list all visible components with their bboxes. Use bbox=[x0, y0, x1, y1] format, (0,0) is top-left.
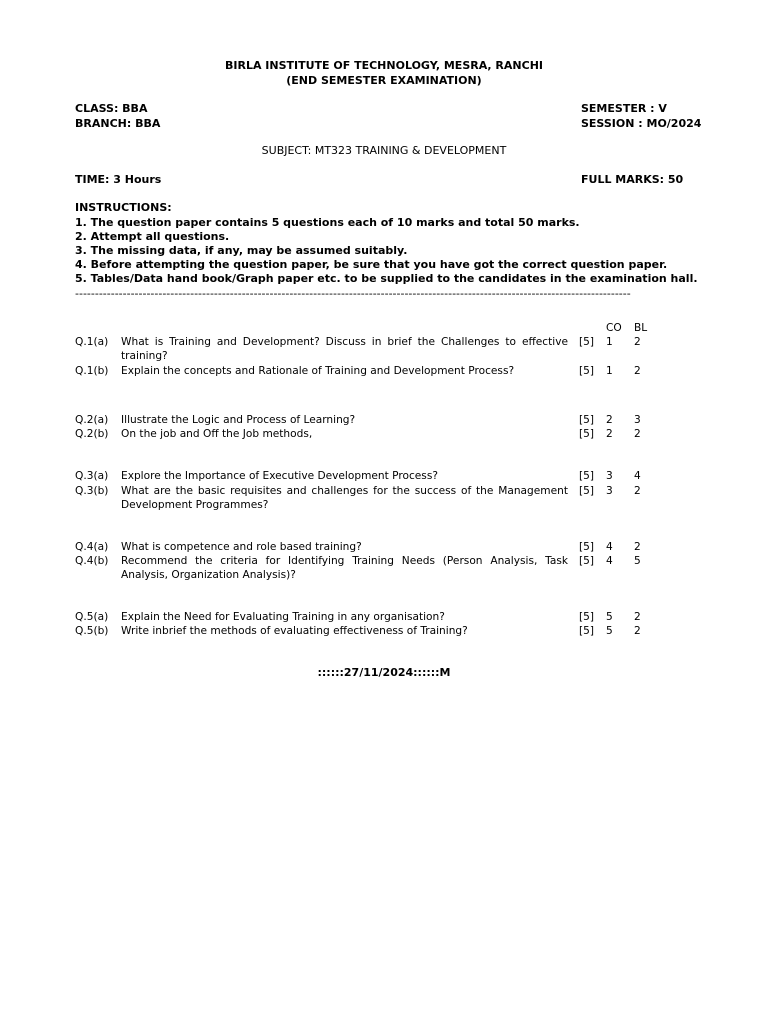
question-text: Explain the concepts and Rationale of Training and Development Process? bbox=[121, 365, 515, 377]
question-text: Explore the Importance of Executive Development Process? bbox=[121, 470, 438, 482]
question-marks: [5] bbox=[579, 555, 595, 567]
question-co: 3 bbox=[606, 470, 613, 482]
question-number: Q.1(a) bbox=[75, 336, 109, 348]
question-text: Recommend the criteria for Identifying Training Needs (Person Analysis, Task Analysis, Organization Analysis)? bbox=[121, 555, 568, 581]
question-bl: 5 bbox=[634, 555, 641, 567]
time-label: TIME: 3 Hours bbox=[75, 173, 162, 186]
full-marks-label: FULL MARKS: 50 bbox=[581, 173, 684, 186]
question-marks: [5] bbox=[579, 541, 595, 553]
instruction-item: 3. The missing data, if any, may be assumed suitably. bbox=[75, 244, 408, 257]
co-header: CO bbox=[606, 322, 622, 334]
question-bl: 2 bbox=[634, 365, 641, 377]
footer-date: ::::::27/11/2024::::::M bbox=[317, 666, 451, 679]
question-bl: 4 bbox=[634, 470, 641, 482]
question-text: On the job and Off the Job methods, bbox=[121, 428, 313, 440]
question-number: Q.5(a) bbox=[75, 611, 109, 623]
bl-header: BL bbox=[634, 322, 648, 334]
question-co: 2 bbox=[606, 428, 613, 440]
question-marks: [5] bbox=[579, 365, 595, 377]
question-co: 3 bbox=[606, 485, 613, 497]
question-bl: 2 bbox=[634, 541, 641, 553]
branch-label: BRANCH: BBA bbox=[75, 117, 161, 130]
subject-line bbox=[0, 144, 768, 158]
question-co: 5 bbox=[606, 625, 613, 637]
instruction-item: 1. The question paper contains 5 questions each of 10 marks and total 50 marks. bbox=[75, 216, 580, 229]
question-number: Q.4(b) bbox=[75, 555, 109, 567]
question-text: What is Training and Development? Discuss in brief the Challenges to effective training? bbox=[121, 336, 568, 362]
question-bl: 2 bbox=[634, 485, 641, 497]
question-co: 4 bbox=[606, 541, 613, 553]
question-bl: 2 bbox=[634, 625, 641, 637]
class-label: CLASS: BBA bbox=[75, 102, 148, 115]
question-text: Illustrate the Logic and Process of Learning? bbox=[121, 414, 356, 426]
instruction-item: 4. Before attempting the question paper, be sure that you have got the correct question paper. bbox=[75, 258, 668, 271]
question-co: 5 bbox=[606, 611, 613, 623]
question-co: 1 bbox=[606, 336, 613, 348]
question-marks: [5] bbox=[579, 611, 595, 623]
question-marks: [5] bbox=[579, 625, 595, 637]
question-text: Write inbrief the methods of evaluating effectiveness of Training? bbox=[121, 625, 468, 637]
institute-name: BIRLA INSTITUTE OF TECHNOLOGY, MESRA, RANCHI bbox=[225, 59, 543, 72]
question-text: What is competence and role based training? bbox=[121, 541, 362, 553]
question-number: Q.1(b) bbox=[75, 365, 109, 377]
question-bl: 3 bbox=[634, 414, 641, 426]
question-marks: [5] bbox=[579, 485, 595, 497]
question-marks: [5] bbox=[579, 470, 595, 482]
semester-label: SEMESTER : V bbox=[581, 102, 667, 115]
question-number: Q.2(a) bbox=[75, 414, 109, 426]
question-text: What are the basic requisites and challenges for the success of the Management Development Programmes? bbox=[121, 485, 568, 511]
question-number: Q.5(b) bbox=[75, 625, 109, 637]
question-text: Explain the Need for Evaluating Training in any organisation? bbox=[121, 611, 445, 623]
question-marks: [5] bbox=[579, 336, 595, 348]
question-bl: 2 bbox=[634, 428, 641, 440]
question-number: Q.2(b) bbox=[75, 428, 109, 440]
question-marks: [5] bbox=[579, 414, 595, 426]
instructions-title: INSTRUCTIONS: bbox=[75, 201, 172, 214]
subject-text: SUBJECT: MT323 TRAINING & DEVELOPMENT bbox=[261, 144, 507, 157]
question-number: Q.3(b) bbox=[75, 485, 109, 497]
question-bl: 2 bbox=[634, 336, 641, 348]
question-marks: [5] bbox=[579, 428, 595, 440]
question-co: 2 bbox=[606, 414, 613, 426]
question-number: Q.3(a) bbox=[75, 470, 109, 482]
instruction-item: 2. Attempt all questions. bbox=[75, 230, 230, 243]
question-co: 4 bbox=[606, 555, 613, 567]
session-label: SESSION : MO/2024 bbox=[581, 117, 702, 130]
question-co: 1 bbox=[606, 365, 613, 377]
instruction-item: 5. Tables/Data hand book/Graph paper etc. to be supplied to the candidates in the examination hall. bbox=[75, 272, 698, 285]
question-number: Q.4(a) bbox=[75, 541, 109, 553]
separator-line: -------------------------------------------------------------------------------------------------------------------------------------------- bbox=[75, 288, 631, 300]
exam-type: (END SEMESTER EXAMINATION) bbox=[286, 74, 482, 87]
question-bl: 2 bbox=[634, 611, 641, 623]
